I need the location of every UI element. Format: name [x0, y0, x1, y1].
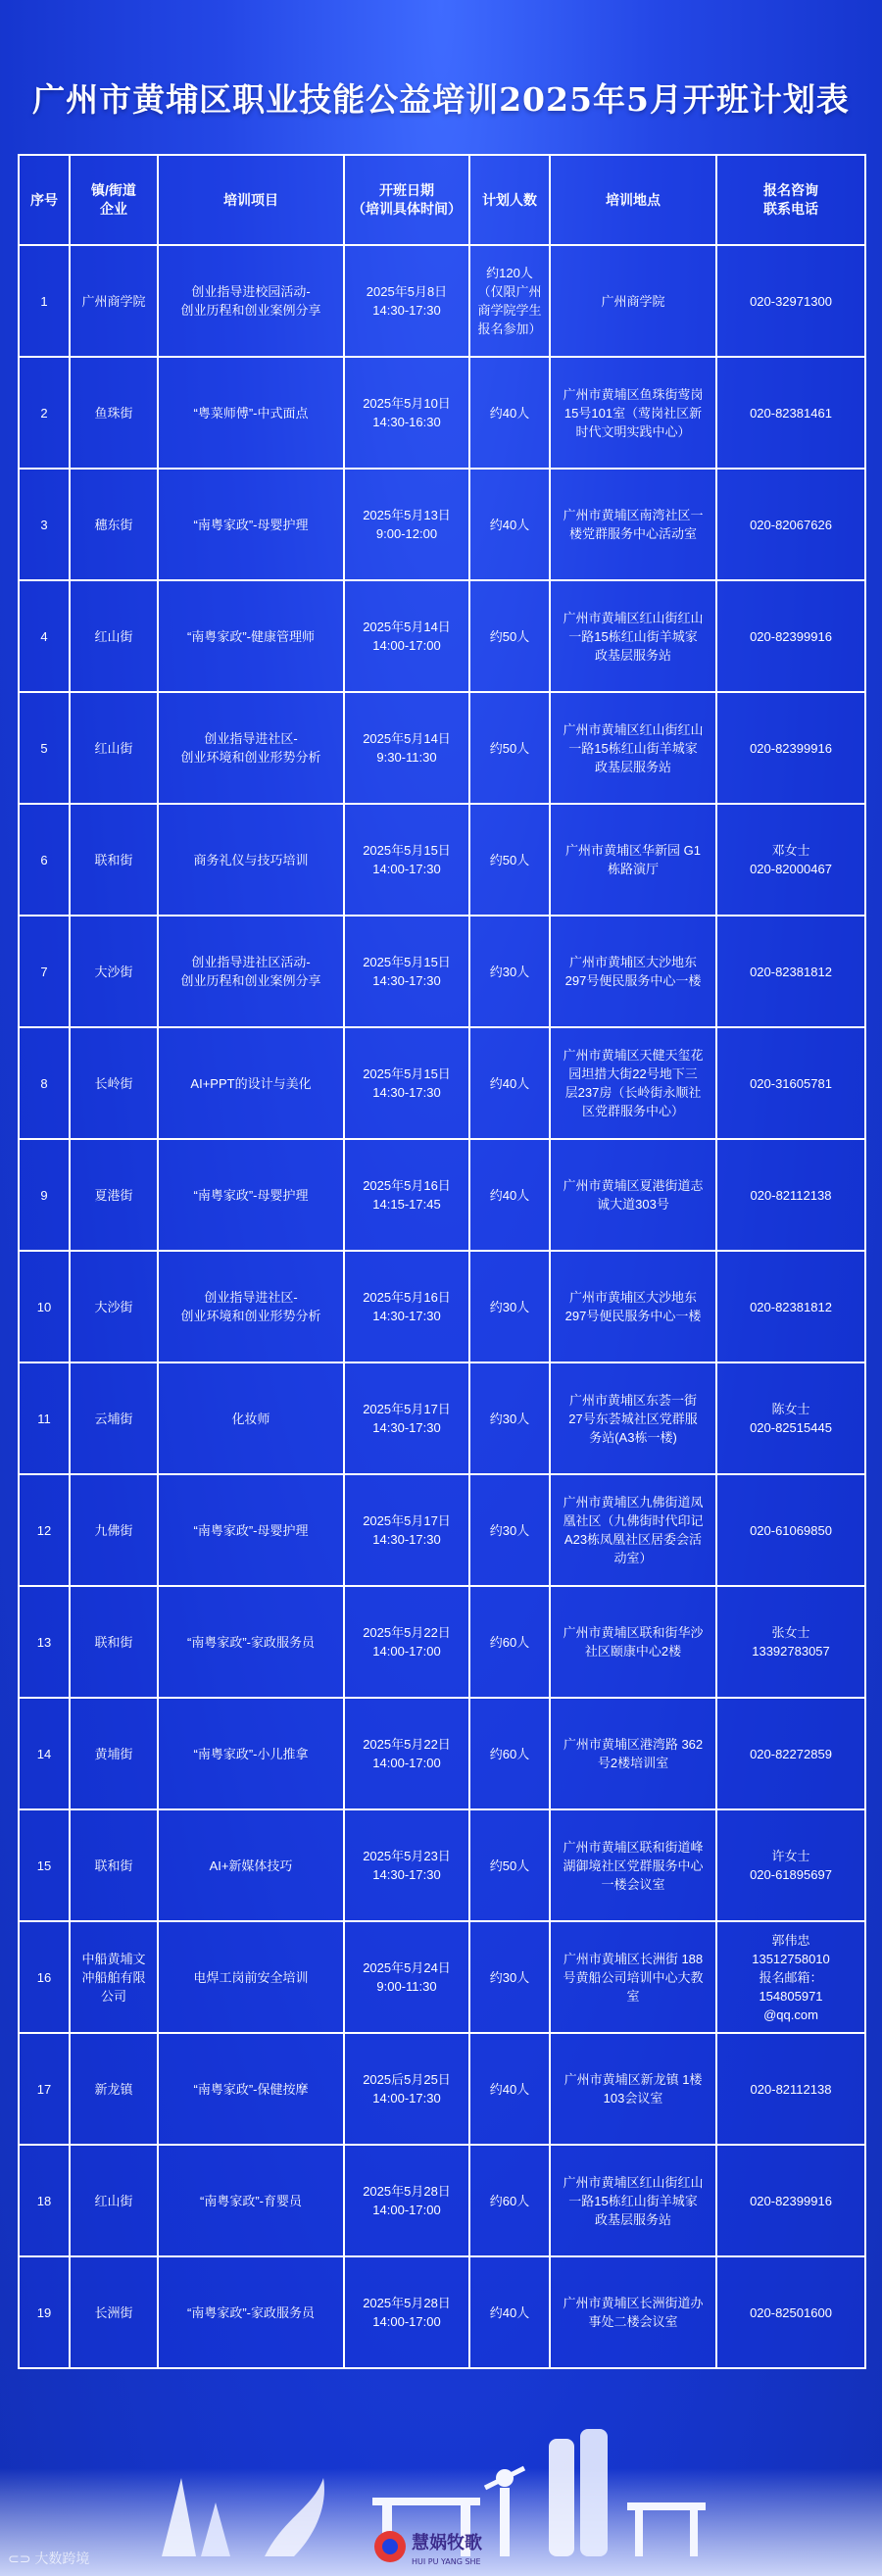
cell-no: 18 — [19, 2145, 70, 2256]
cell-unit: 长洲街 — [70, 2256, 158, 2368]
cell-date: 2025年5月28日 14:00-17:00 — [344, 2256, 469, 2368]
cell-phone: 020-82399916 — [716, 2145, 865, 2256]
cell-no: 8 — [19, 1027, 70, 1139]
training-schedule-table — [18, 154, 866, 2369]
cell-phone: 020-82381461 — [716, 357, 865, 469]
cell-place: 广州市黄埔区天健天玺花 园坦措大街22号地下三 层237房（长岭街永顺社 区党群服务中心） — [550, 1027, 716, 1139]
cell-project: AI+新媒体技巧 — [158, 1809, 344, 1921]
cell-unit: 联和街 — [70, 804, 158, 916]
cell-project: “南粤家政”-健康管理师 — [158, 580, 344, 692]
cell-date: 2025年5月14日 9:30-11:30 — [344, 692, 469, 804]
cell-people: 约50人 — [469, 692, 550, 804]
cell-project: AI+PPT的设计与美化 — [158, 1027, 344, 1139]
cell-date: 2025年5月24日 9:00-11:30 — [344, 1921, 469, 2033]
cell-unit: 云埔街 — [70, 1362, 158, 1474]
cell-project: “粤菜师傅”-中式面点 — [158, 357, 344, 469]
cell-people: 约40人 — [469, 2033, 550, 2145]
cell-date: 2025年5月23日 14:30-17:30 — [344, 1809, 469, 1921]
cell-date: 2025年5月28日 14:00-17:00 — [344, 2145, 469, 2256]
cell-no: 4 — [19, 580, 70, 692]
cell-people: 约50人 — [469, 580, 550, 692]
cell-date: 2025年5月10日 14:30-16:30 — [344, 357, 469, 469]
cell-project: 创业指导进校园活动- 创业历程和创业案例分享 — [158, 245, 344, 357]
table-row — [19, 1362, 865, 1474]
table-row — [19, 916, 865, 1027]
cell-unit: 鱼珠街 — [70, 357, 158, 469]
cell-place: 广州商学院 — [550, 245, 716, 357]
cell-place: 广州市黄埔区南湾社区一 楼党群服务中心活动室 — [550, 469, 716, 580]
cell-phone: 020-82501600 — [716, 2256, 865, 2368]
cell-no: 12 — [19, 1474, 70, 1586]
cell-date: 2025年5月14日 14:00-17:00 — [344, 580, 469, 692]
cell-no: 3 — [19, 469, 70, 580]
cell-place: 广州市黄埔区夏港街道志 诚大道303号 — [550, 1139, 716, 1251]
cell-people: 约60人 — [469, 1586, 550, 1698]
logo-text: 慧娲牧歌 — [412, 2533, 482, 2553]
hui-pu-logo — [374, 2531, 482, 2566]
table-row — [19, 1251, 865, 1362]
bottom-landmark-illustration — [0, 2409, 882, 2576]
cell-no: 1 — [19, 245, 70, 357]
cell-project: “南粤家政”-家政服务员 — [158, 2256, 344, 2368]
cell-unit: 长岭街 — [70, 1027, 158, 1139]
cell-people: 约40人 — [469, 2256, 550, 2368]
table-row — [19, 1586, 865, 1698]
table-row — [19, 580, 865, 692]
cell-date: 2025年5月13日 9:00-12:00 — [344, 469, 469, 580]
cell-date: 2025年5月16日 14:15-17:45 — [344, 1139, 469, 1251]
cell-unit: 红山街 — [70, 2145, 158, 2256]
cell-project: 创业指导进社区活动- 创业历程和创业案例分享 — [158, 916, 344, 1027]
cell-project: “南粤家政”-小儿推拿 — [158, 1698, 344, 1809]
cell-date: 2025后5月25日 14:00-17:30 — [344, 2033, 469, 2145]
cell-date: 2025年5月15日 14:30-17:30 — [344, 1027, 469, 1139]
cell-people: 约30人 — [469, 1921, 550, 2033]
cell-phone: 020-82399916 — [716, 580, 865, 692]
table-row — [19, 2145, 865, 2256]
table-row — [19, 1809, 865, 1921]
cell-place: 广州市黄埔区长洲街道办 事处二楼会议室 — [550, 2256, 716, 2368]
cell-place: 广州市黄埔区红山街红山 一路15栋红山街羊城家 政基层服务站 — [550, 2145, 716, 2256]
cell-date: 2025年5月15日 14:30-17:30 — [344, 916, 469, 1027]
cell-people: 约30人 — [469, 1362, 550, 1474]
cell-phone: 陈女士 020-82515445 — [716, 1362, 865, 1474]
cell-project: “南粤家政”-母婴护理 — [158, 1139, 344, 1251]
cell-people: 约30人 — [469, 1251, 550, 1362]
logo-subtext: HUI PU YANG SHE — [412, 2557, 481, 2566]
table-row — [19, 469, 865, 580]
cell-people: 约30人 — [469, 916, 550, 1027]
cell-project: “南粤家政”-保健按摩 — [158, 2033, 344, 2145]
cell-date: 2025年5月17日 14:30-17:30 — [344, 1362, 469, 1474]
cell-project: 创业指导进社区- 创业环境和创业形势分析 — [158, 692, 344, 804]
cell-phone: 郭伟忠 13512758010 报名邮箱： 154805971 @qq.com — [716, 1921, 865, 2033]
cell-no: 9 — [19, 1139, 70, 1251]
cell-no: 17 — [19, 2033, 70, 2145]
cell-date: 2025年5月16日 14:30-17:30 — [344, 1251, 469, 1362]
cell-project: “南粤家政”-育婴员 — [158, 2145, 344, 2256]
cell-phone: 020-31605781 — [716, 1027, 865, 1139]
cell-people: 约40人 — [469, 1027, 550, 1139]
cell-no: 19 — [19, 2256, 70, 2368]
cell-people: 约50人 — [469, 804, 550, 916]
header-unit: 镇/街道 企业 — [70, 155, 158, 245]
cell-people: 约30人 — [469, 1474, 550, 1586]
cell-people: 约40人 — [469, 357, 550, 469]
cell-no: 11 — [19, 1362, 70, 1474]
cell-phone: 邓女士 020-82000467 — [716, 804, 865, 916]
cell-unit: 大沙街 — [70, 916, 158, 1027]
table-row — [19, 245, 865, 357]
cell-place: 广州市黄埔区华新园 G1 栋路演厅 — [550, 804, 716, 916]
cell-people: 约60人 — [469, 2145, 550, 2256]
table-row — [19, 1474, 865, 1586]
cell-people: 约50人 — [469, 1809, 550, 1921]
cell-place: 广州市黄埔区鱼珠街莺岗 15号101室（莺岗社区新 时代文明实践中心） — [550, 357, 716, 469]
table-row — [19, 1027, 865, 1139]
cell-phone: 020-82112138 — [716, 2033, 865, 2145]
cell-people: 约40人 — [469, 1139, 550, 1251]
table-row — [19, 804, 865, 916]
cell-place: 广州市黄埔区新龙镇 1楼 103会议室 — [550, 2033, 716, 2145]
cell-no: 6 — [19, 804, 70, 916]
cell-phone: 许女士 020-61895697 — [716, 1809, 865, 1921]
table-row — [19, 2033, 865, 2145]
cell-no: 16 — [19, 1921, 70, 2033]
page-title: 广州市黄埔区职业技能公益培训2025年5月开班计划表 — [32, 80, 850, 119]
cell-place: 广州市黄埔区东荟一街 27号东荟城社区党群服 务站(A3栋一楼) — [550, 1362, 716, 1474]
watermark-icon: ⊂⊃ — [8, 2551, 35, 2566]
cell-no: 10 — [19, 1251, 70, 1362]
cell-unit: 联和街 — [70, 1809, 158, 1921]
cell-date: 2025年5月22日 14:00-17:00 — [344, 1698, 469, 1809]
table-row — [19, 357, 865, 469]
cell-place: 广州市黄埔区红山街红山 一路15栋红山街羊城家 政基层服务站 — [550, 580, 716, 692]
cell-project: 化妆师 — [158, 1362, 344, 1474]
cell-no: 14 — [19, 1698, 70, 1809]
cell-phone: 张女士 13392783057 — [716, 1586, 865, 1698]
cell-place: 广州市黄埔区长洲街 188 号黄船公司培训中心大教 室 — [550, 1921, 716, 2033]
cell-unit: 九佛街 — [70, 1474, 158, 1586]
table-row — [19, 692, 865, 804]
cell-project: “南粤家政”-家政服务员 — [158, 1586, 344, 1698]
cell-unit: 红山街 — [70, 580, 158, 692]
table-row — [19, 1698, 865, 1809]
cell-no: 15 — [19, 1809, 70, 1921]
cell-place: 广州市黄埔区九佛街道凤 凰社区（九佛街时代印记 A23栋凤凰社区居委会活 动室） — [550, 1474, 716, 1586]
cell-people: 约60人 — [469, 1698, 550, 1809]
cell-unit: 穗东街 — [70, 469, 158, 580]
header-date: 开班日期 （培训具体时间） — [344, 155, 469, 245]
cell-people: 约40人 — [469, 469, 550, 580]
header-place: 培训地点 — [550, 155, 716, 245]
cell-phone: 020-61069850 — [716, 1474, 865, 1586]
cell-project: 电焊工岗前安全培训 — [158, 1921, 344, 2033]
cell-unit: 中船黄埔文 冲船舶有限 公司 — [70, 1921, 158, 2033]
cell-phone: 020-82112138 — [716, 1139, 865, 1251]
cell-place: 广州市黄埔区大沙地东 297号便民服务中心一楼 — [550, 1251, 716, 1362]
watermark-text: 大数跨境 — [34, 2551, 90, 2566]
table-row — [19, 1139, 865, 1251]
cell-place: 广州市黄埔区港湾路 362 号2楼培训室 — [550, 1698, 716, 1809]
cell-no: 13 — [19, 1586, 70, 1698]
header-project: 培训项目 — [158, 155, 344, 245]
cell-project: “南粤家政”-母婴护理 — [158, 1474, 344, 1586]
cell-phone: 020-82399916 — [716, 692, 865, 804]
cell-place: 广州市黄埔区联和街道峰 湖御境社区党群服务中心 一楼会议室 — [550, 1809, 716, 1921]
cell-phone: 020-32971300 — [716, 245, 865, 357]
cell-unit: 联和街 — [70, 1586, 158, 1698]
cell-unit: 夏港街 — [70, 1139, 158, 1251]
header-people: 计划人数 — [469, 155, 550, 245]
header-index: 序号 — [19, 155, 70, 245]
cell-date: 2025年5月8日 14:30-17:30 — [344, 245, 469, 357]
cell-unit: 大沙街 — [70, 1251, 158, 1362]
cell-no: 7 — [19, 916, 70, 1027]
cell-phone: 020-82381812 — [716, 1251, 865, 1362]
header-phone: 报名咨询 联系电话 — [716, 155, 865, 245]
cell-no: 2 — [19, 357, 70, 469]
cell-place: 广州市黄埔区大沙地东 297号便民服务中心一楼 — [550, 916, 716, 1027]
cell-place: 广州市黄埔区联和街华沙 社区颐康中心2楼 — [550, 1586, 716, 1698]
cell-phone: 020-82272859 — [716, 1698, 865, 1809]
cell-unit: 广州商学院 — [70, 245, 158, 357]
cell-unit: 新龙镇 — [70, 2033, 158, 2145]
cell-unit: 红山街 — [70, 692, 158, 804]
cell-people: 约120人 （仅限广州 商学院学生 报名参加） — [469, 245, 550, 357]
table-row — [19, 2256, 865, 2368]
cell-date: 2025年5月17日 14:30-17:30 — [344, 1474, 469, 1586]
watermark — [8, 2549, 89, 2568]
cell-place: 广州市黄埔区红山街红山 一路15栋红山街羊城家 政基层服务站 — [550, 692, 716, 804]
cell-date: 2025年5月15日 14:00-17:30 — [344, 804, 469, 916]
table-row — [19, 1921, 865, 2033]
cell-unit: 黄埔街 — [70, 1698, 158, 1809]
cell-no: 5 — [19, 692, 70, 804]
table-header-row — [19, 155, 865, 245]
cell-phone: 020-82381812 — [716, 916, 865, 1027]
cell-date: 2025年5月22日 14:00-17:00 — [344, 1586, 469, 1698]
cell-project: 商务礼仪与技巧培训 — [158, 804, 344, 916]
cell-phone: 020-82067626 — [716, 469, 865, 580]
cell-project: “南粤家政”-母婴护理 — [158, 469, 344, 580]
cell-project: 创业指导进社区- 创业环境和创业形势分析 — [158, 1251, 344, 1362]
